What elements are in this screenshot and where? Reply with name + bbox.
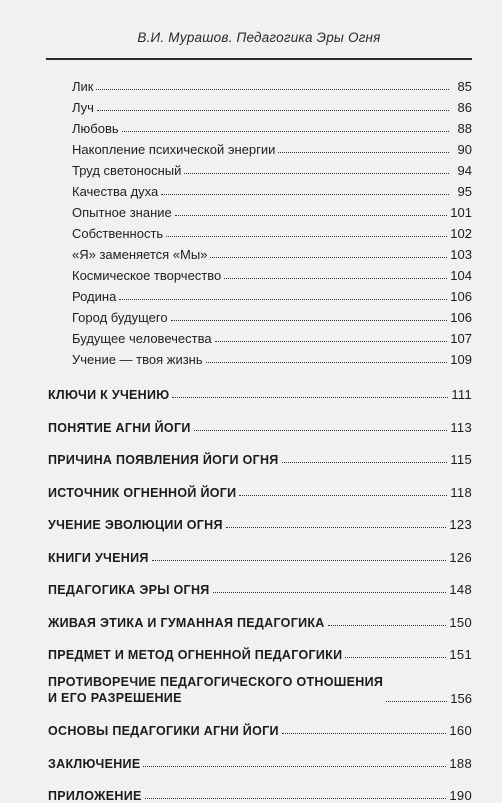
toc-main-entry <box>48 576 472 597</box>
section-spacer <box>48 402 472 414</box>
toc-sub-entry <box>48 304 472 325</box>
toc-page-number: 148 <box>449 582 472 597</box>
toc-sub-entry <box>48 157 472 178</box>
toc-page-number: 86 <box>457 100 472 115</box>
dot-leader <box>166 236 447 237</box>
toc-sub-entry <box>48 178 472 199</box>
section-spacer <box>48 597 472 609</box>
dot-leader <box>239 495 447 496</box>
toc-main-entry <box>48 609 472 630</box>
toc-sub-entry <box>48 136 472 157</box>
toc-page-number: 106 <box>450 310 472 325</box>
toc-entry-title: Луч <box>72 100 94 115</box>
toc-entry-title: Будущее человечества <box>72 331 212 346</box>
toc-entry-title: Космическое творчество <box>72 268 222 283</box>
toc-main-entry <box>48 414 472 435</box>
toc-page-number: 123 <box>449 517 472 532</box>
toc-page-number: 113 <box>450 419 472 435</box>
dot-leader <box>152 560 447 561</box>
toc-main-entry <box>48 381 472 402</box>
toc-sub-entry <box>48 73 472 94</box>
toc-entry-title: ПРЕДМЕТ И МЕТОД ОГНЕННОЙ ПЕДАГОГИКИ <box>48 648 343 662</box>
toc-page-number: 88 <box>457 121 472 136</box>
toc-entry-title: Учение — твоя жизнь <box>72 352 203 367</box>
toc-entry-title: ПРИЧИНА ПОЯВЛЕНИЯ ЙОГИ ОГНЯ <box>48 453 279 467</box>
toc-sub-entry <box>48 94 472 115</box>
toc-main-entry <box>48 717 472 738</box>
section-spacer <box>48 771 472 783</box>
dot-leader <box>278 152 449 153</box>
toc-page-number: 104 <box>450 268 472 283</box>
section-spacer <box>48 500 472 512</box>
dot-leader <box>328 625 447 626</box>
toc-main-entry <box>48 641 472 662</box>
toc-entry-title: Качества духа <box>72 184 159 199</box>
toc-page-number: 90 <box>457 142 472 157</box>
toc-page-number: 106 <box>450 289 472 304</box>
dot-leader <box>210 257 447 258</box>
dot-leader <box>119 299 447 300</box>
toc-sub-entry <box>48 199 472 220</box>
dot-leader <box>184 173 449 174</box>
toc-entry-title: ОСНОВЫ ПЕДАГОГИКИ АГНИ ЙОГИ <box>48 724 279 738</box>
dot-leader <box>282 462 448 463</box>
toc-sub-entry <box>48 241 472 262</box>
toc-page-number: 109 <box>450 352 472 367</box>
dot-leader <box>161 194 449 195</box>
toc-sub-entry <box>48 220 472 241</box>
toc-page-number: 156 <box>450 690 472 706</box>
dot-leader <box>224 278 447 279</box>
section-spacer <box>48 738 472 750</box>
toc-main-entry <box>48 674 472 706</box>
toc-page-number: 102 <box>450 226 472 241</box>
dot-leader <box>282 733 447 734</box>
toc-page-number: 150 <box>449 614 472 630</box>
section-spacer <box>48 662 472 674</box>
dot-leader <box>194 430 448 431</box>
section-spacer <box>48 467 472 479</box>
section-spacer <box>48 435 472 447</box>
toc-page-number: 111 <box>451 387 472 402</box>
toc-entry-title: «Я» заменяется «Мы» <box>72 247 208 262</box>
toc-entry-title: ПЕДАГОГИКА ЭРЫ ОГНЯ <box>48 583 210 597</box>
toc-page-number: 115 <box>450 452 472 467</box>
dot-leader <box>145 798 447 799</box>
toc-entry-title: Труд светоносный <box>72 163 182 178</box>
toc-entry-title: Лик <box>72 79 94 94</box>
toc-entry-title: ПРИЛОЖЕНИЕ <box>48 789 142 803</box>
header-rule <box>46 58 472 60</box>
toc-entry-title: Любовь <box>72 121 119 136</box>
toc-page-number: 160 <box>449 723 472 738</box>
dot-leader <box>96 89 449 90</box>
section-spacer <box>48 532 472 544</box>
toc-main-entry <box>48 750 472 771</box>
toc-page-number: 188 <box>449 755 472 771</box>
toc-entry-title: Собственность <box>72 226 164 241</box>
toc-main-entry <box>48 544 472 565</box>
toc-page-number: 95 <box>457 184 472 199</box>
toc-page-number: 118 <box>450 484 472 500</box>
toc-entry-title: ЖИВАЯ ЭТИКА И ГУМАННАЯ ПЕДАГОГИКА <box>48 615 325 630</box>
toc-main-entry <box>48 446 472 467</box>
toc-entry-title: Накопление психической энергии <box>72 142 276 157</box>
section-spacer <box>48 630 472 642</box>
toc-main-entry <box>48 479 472 500</box>
toc-page-number: 151 <box>449 647 472 662</box>
toc-sub-entry <box>48 115 472 136</box>
toc-page-number: 107 <box>450 331 472 346</box>
toc-sub-entry <box>48 325 472 346</box>
toc-page-number: 103 <box>450 247 472 262</box>
dot-leader <box>171 320 448 321</box>
toc-sub-entry <box>48 346 472 367</box>
dot-leader <box>206 362 448 363</box>
toc-entry-title-line1: ПРОТИВОРЕЧИЕ ПЕДАГОГИЧЕСКОГО ОТНОШЕНИЯ <box>48 674 384 689</box>
dot-leader <box>122 131 449 132</box>
dot-leader <box>175 215 448 216</box>
toc-page-number: 190 <box>449 788 472 803</box>
section-spacer <box>48 706 472 718</box>
dot-leader <box>215 341 448 342</box>
toc-sub-entry <box>48 262 472 283</box>
toc-entry-title: Город будущего <box>72 310 168 325</box>
section-spacer <box>48 565 472 577</box>
toc-entry-title: ИСТОЧНИК ОГНЕННОЙ ЙОГИ <box>48 485 237 500</box>
dot-leader <box>143 766 446 767</box>
table-of-contents <box>48 73 472 803</box>
toc-page-number: 126 <box>449 549 472 565</box>
section-spacer <box>48 367 472 381</box>
dot-leader <box>213 592 447 593</box>
toc-main-entry <box>48 782 472 803</box>
dot-leader <box>345 657 446 658</box>
dot-leader <box>172 397 448 398</box>
dot-leader <box>226 527 447 528</box>
toc-entry-title: КЛЮЧИ К УЧЕНИЮ <box>48 388 170 402</box>
dot-leader <box>97 110 449 111</box>
running-header: В.И. Мурашов. Педагогика Эры Огня <box>137 30 381 45</box>
toc-sub-entry <box>48 283 472 304</box>
toc-main-entry <box>48 511 472 532</box>
toc-page-number: 94 <box>457 163 472 178</box>
toc-entry-title: Родина <box>72 289 117 304</box>
toc-entry-title: ПОНЯТИЕ АГНИ ЙОГИ <box>48 420 191 435</box>
dot-leader <box>386 701 447 702</box>
toc-entry-title <box>48 674 383 706</box>
toc-entry-title-line2: И ЕГО РАЗРЕШЕНИЕ <box>48 690 182 705</box>
toc-entry-title: ЗАКЛЮЧЕНИЕ <box>48 756 141 771</box>
toc-entry-title: УЧЕНИЕ ЭВОЛЮЦИИ ОГНЯ <box>48 518 223 532</box>
toc-page-number: 101 <box>450 205 472 220</box>
toc-page-number: 85 <box>457 79 472 94</box>
toc-entry-title: КНИГИ УЧЕНИЯ <box>48 550 149 565</box>
toc-entry-title: Опытное знание <box>72 205 172 220</box>
